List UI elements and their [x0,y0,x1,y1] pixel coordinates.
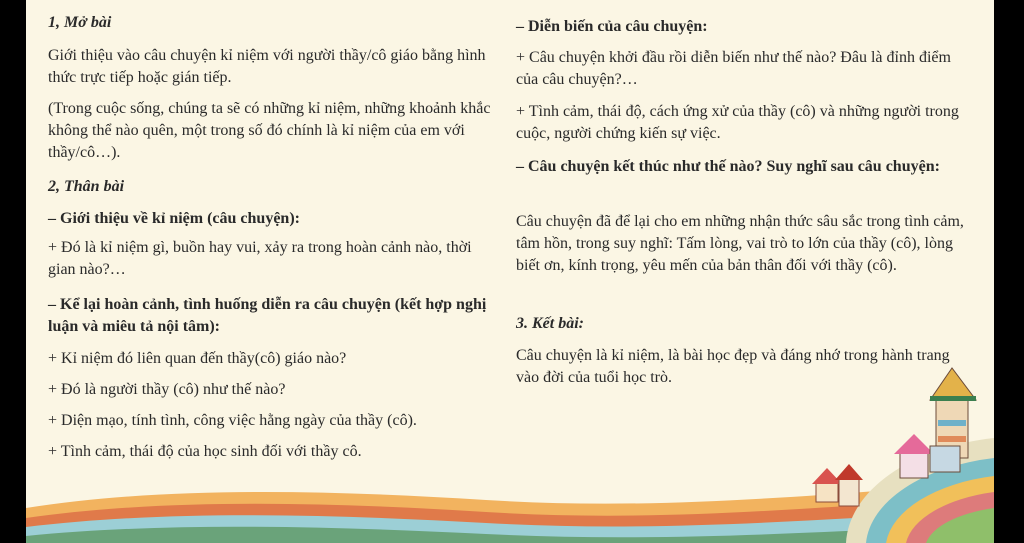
decorative-landscape-illustration [26,0,994,543]
list-item: + Kỉ niệm đó liên quan đến thầy(cô) giáo nào? [48,350,347,367]
list-item: + Đó là người thầy (cô) như thế nào? [48,381,286,398]
subheading: – Kể lại hoàn cảnh, tình huống diễn ra câu chuyện (kết hợp nghị luận và miêu tả nội tâm): [48,296,487,335]
subheading: – Giới thiệu về kỉ niệm (câu chuyện): [48,210,300,227]
heading-ket-bai: 3. Kết bài: [516,315,584,332]
paragraph: Giới thiệu vào câu chuyện kỉ niệm với người thầy/cô giáo bằng hình thức trực tiếp hoặc gián tiếp. [48,47,486,86]
list-item: + Diện mạo, tính tình, công việc hằng ngày của thầy (cô). [48,412,417,429]
paragraph: Câu chuyện đã để lại cho em những nhận thức sâu sắc trong tình cảm, tâm hồn, trong suy nghĩ: Tấm lòng, vai trò to lớn của thầy (cô), lòng biết ơn, kính trọng, yêu mến của bản thân đối với thầy (cô). [516,213,964,274]
slide [26,0,994,543]
paragraph: + Đó là kỉ niệm gì, buồn hay vui, xảy ra trong hoàn cảnh nào, thời gian nào?… [48,239,472,278]
heading-than-bai: 2, Thân bài [48,178,125,195]
paragraph: + Câu chuyện khởi đầu rồi diễn biến như thế nào? Đâu là đỉnh điểm của câu chuyện?… [516,49,951,88]
subheading: – Câu chuyện kết thúc như thế nào? Suy nghĩ sau câu chuyện: [516,158,940,175]
subheading: – Diễn biến của câu chuyện: [516,18,708,35]
heading-mo-bai: 1, Mở bài [48,14,112,31]
paragraph: Câu chuyện là kỉ niệm, là bài học đẹp và đáng nhớ trong hành trang vào đời của tuổi học trò. [516,347,950,386]
paragraph: (Trong cuộc sống, chúng ta sẽ có những kỉ niệm, những khoảnh khắc không thể nào quên, một trong số đó chính là kỉ niệm của em với thầy/cô…). [48,100,491,161]
list-item: + Tình cảm, thái độ của học sinh đối với thầy cô. [48,443,362,460]
paragraph: + Tình cảm, thái độ, cách ứng xử của thầy (cô) và những người trong cuộc, người chứng kiến sự việc. [516,103,959,142]
